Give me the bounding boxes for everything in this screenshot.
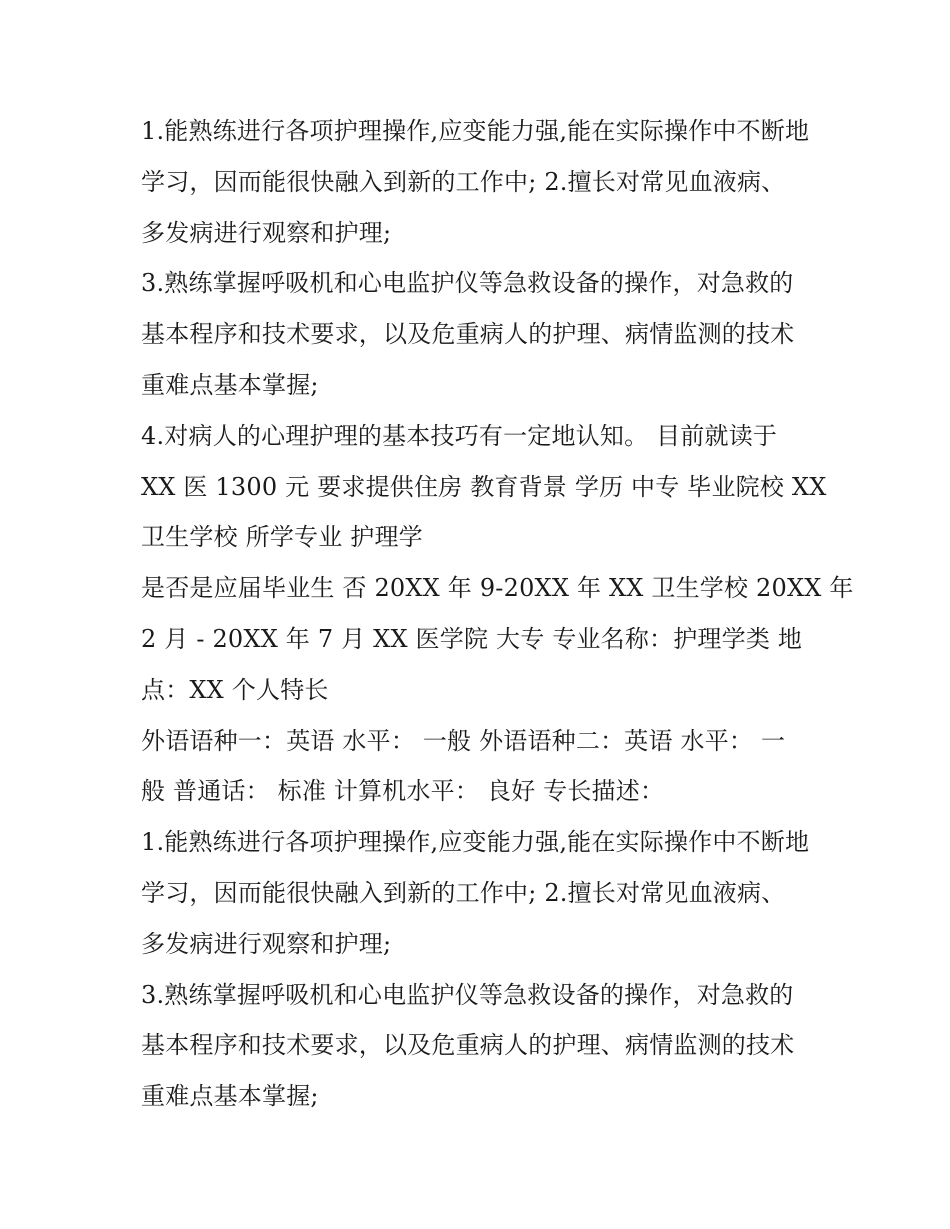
text-line: 学习，因而能很快融入到新的工作中; 2.擅长对常见血液病、 <box>141 167 786 196</box>
text-line: 1.能熟练进行各项护理操作,应变能力强,能在实际操作中不断地 <box>141 117 810 145</box>
document-body <box>141 106 854 1122</box>
text-line: 3.熟练掌握呼吸机和心电监护仪等急救设备的操作，对急救的 <box>141 269 794 298</box>
text-line: 重难点基本掌握; <box>141 1082 319 1111</box>
text-line: 基本程序和技术要求，以及危重病人的护理、病情监测的技术 <box>141 320 795 349</box>
text-line: 多发病进行观察和护理; <box>141 218 392 247</box>
text-line: 般 普通话： 标准 计算机水平： 良好 专长描述： <box>141 777 665 806</box>
text-line: XX 医 1300 元 要求提供住房 教育背景 学历 中专 毕业院校 XX <box>141 472 827 501</box>
text-line: 卫生学校 所学专业 护理学 <box>141 523 423 552</box>
text-line: 基本程序和技术要求，以及危重病人的护理、病情监测的技术 <box>141 1031 795 1060</box>
text-line: 是否是应届毕业生 否 20XX 年 9-20XX 年 XX 卫生学校 20XX 年 <box>141 574 854 603</box>
text-line: 多发病进行观察和护理; <box>141 929 392 958</box>
text-line: 点：XX 个人特长 <box>141 675 329 704</box>
text-line: 3.熟练掌握呼吸机和心电监护仪等急救设备的操作，对急救的 <box>141 980 794 1009</box>
text-line: 外语语种一：英语 水平： 一般 外语语种二：英语 水平： 一 <box>141 726 786 755</box>
text-line: 重难点基本掌握; <box>141 370 319 399</box>
text-line: 学习，因而能很快融入到新的工作中; 2.擅长对常见血液病、 <box>141 878 786 907</box>
text-line: 4.对病人的心理护理的基本技巧有一定地认知。 目前就读于 <box>141 421 778 450</box>
text-line: 1.能熟练进行各项护理操作,应变能力强,能在实际操作中不断地 <box>141 828 810 857</box>
text-line: 2 月 - 20XX 年 7 月 XX 医学院 大专 专业名称：护理学类 地 <box>141 624 803 653</box>
